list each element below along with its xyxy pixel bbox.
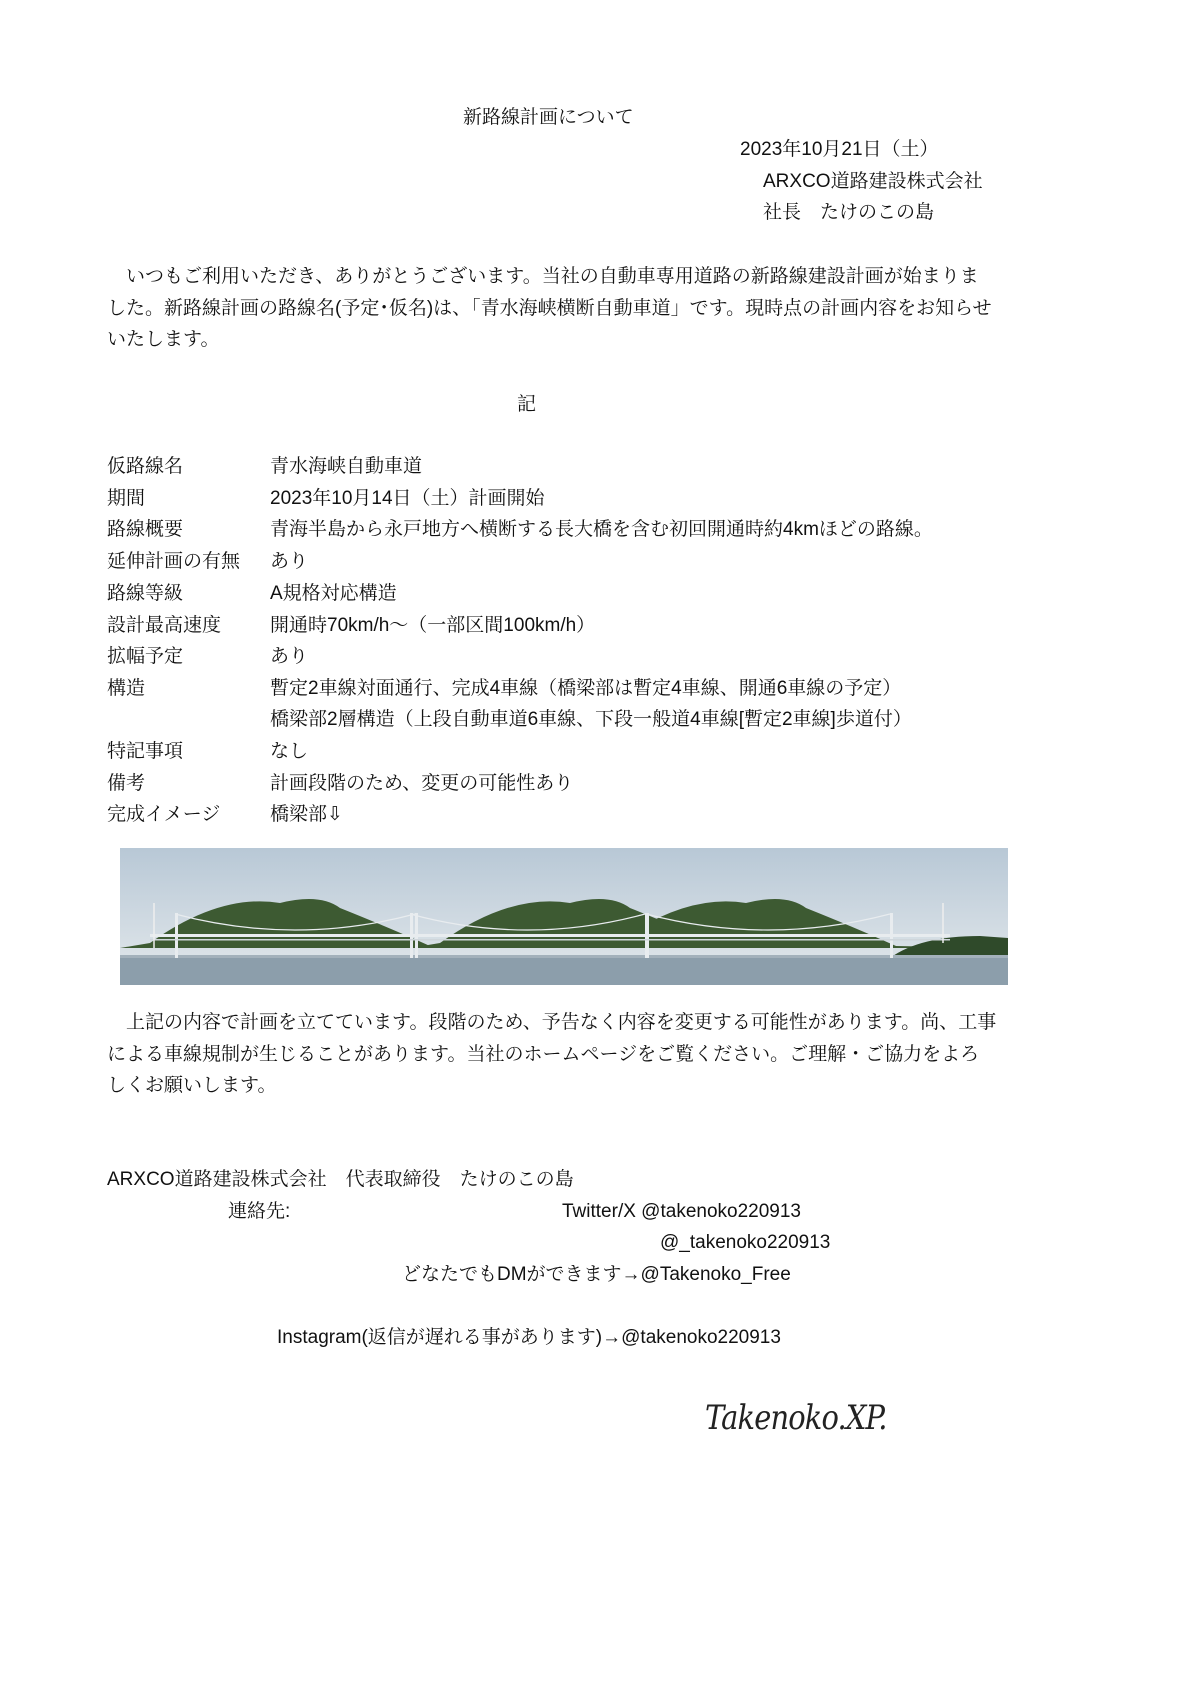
detail-label: 期間 — [107, 488, 146, 509]
signature: Takenoko.XP. — [705, 1398, 887, 1438]
dm-note: どなたでもDMができます→@Takenoko_Free — [402, 1264, 791, 1285]
president-name: 社長 たけのこの島 — [763, 202, 935, 223]
detail-label: 設計最高速度 — [107, 615, 222, 636]
ki-heading: 記 — [517, 394, 537, 415]
detail-value: 青海半島から永戸地方へ横断する長大橋を含む初回開通時約4kmほどの路線。 — [270, 519, 933, 540]
twitter-handle: Twitter/X @takenoko220913 — [562, 1201, 801, 1222]
detail-value: あり — [270, 551, 309, 572]
detail-label: 路線概要 — [107, 519, 184, 540]
detail-value: なし — [270, 741, 309, 762]
detail-label: 仮路線名 — [107, 456, 184, 477]
bridge-photo — [120, 848, 1008, 985]
detail-label: 完成イメージ — [107, 804, 221, 825]
company-name: ARXCO道路建設株式会社 — [763, 171, 983, 192]
detail-value: 暫定2車線対面通行、完成4車線（橋梁部は暫定4車線、開通6車線の予定） — [270, 678, 902, 699]
detail-value: 青水海峡自動車道 — [270, 456, 423, 477]
intro-paragraph: いつもご利用いただき、ありがとうございます。当社の自動車専用道路の新路線建設計画が始まりました。新路線計画の路線名(予定･仮名)は、「青水海峡横断自動車道」です。現時点の計画内容をお知らせいたします。 — [107, 266, 992, 350]
detail-value: 開通時70km/h〜（一部区間100km/h） — [270, 615, 596, 636]
document-title: 新路線計画について — [463, 107, 634, 128]
detail-value: 2023年10月14日（土）計画開始 — [270, 488, 545, 509]
detail-label: 構造 — [107, 678, 146, 699]
detail-label: 拡幅予定 — [107, 646, 184, 667]
detail-label: 備考 — [107, 773, 146, 794]
document-date: 2023年10月21日（土） — [740, 139, 939, 160]
detail-label: 特記事項 — [107, 741, 184, 762]
detail-value: 橋梁部⇩ — [270, 804, 343, 825]
detail-value: あり — [270, 646, 309, 667]
detail-value: 計画段階のため、変更の可能性あり — [270, 773, 574, 794]
detail-label: 延伸計画の有無 — [107, 551, 241, 572]
instagram-handle: Instagram(返信が遅れる事があります)→@takenoko220913 — [277, 1327, 781, 1348]
detail-label: 路線等級 — [107, 583, 184, 604]
closing-paragraph: 上記の内容で計画を立てています。段階のため、予告なく内容を変更する可能性があります。尚、工事による車線規制が生じることがあります。当社のホームページをご覧ください。ご理解・ご協力をよろしくお願いします。 — [107, 1012, 997, 1096]
footer-signoff: ARXCO道路建設株式会社 代表取締役 たけのこの島 — [107, 1169, 574, 1190]
detail-value: A規格対応構造 — [270, 583, 397, 604]
detail-value: 橋梁部2層構造（上段自動車道6車線、下段一般道4車線[暫定2車線]歩道付） — [270, 709, 912, 730]
twitter-handle-2: @_takenoko220913 — [660, 1232, 831, 1253]
contact-label: 連絡先: — [228, 1201, 291, 1222]
